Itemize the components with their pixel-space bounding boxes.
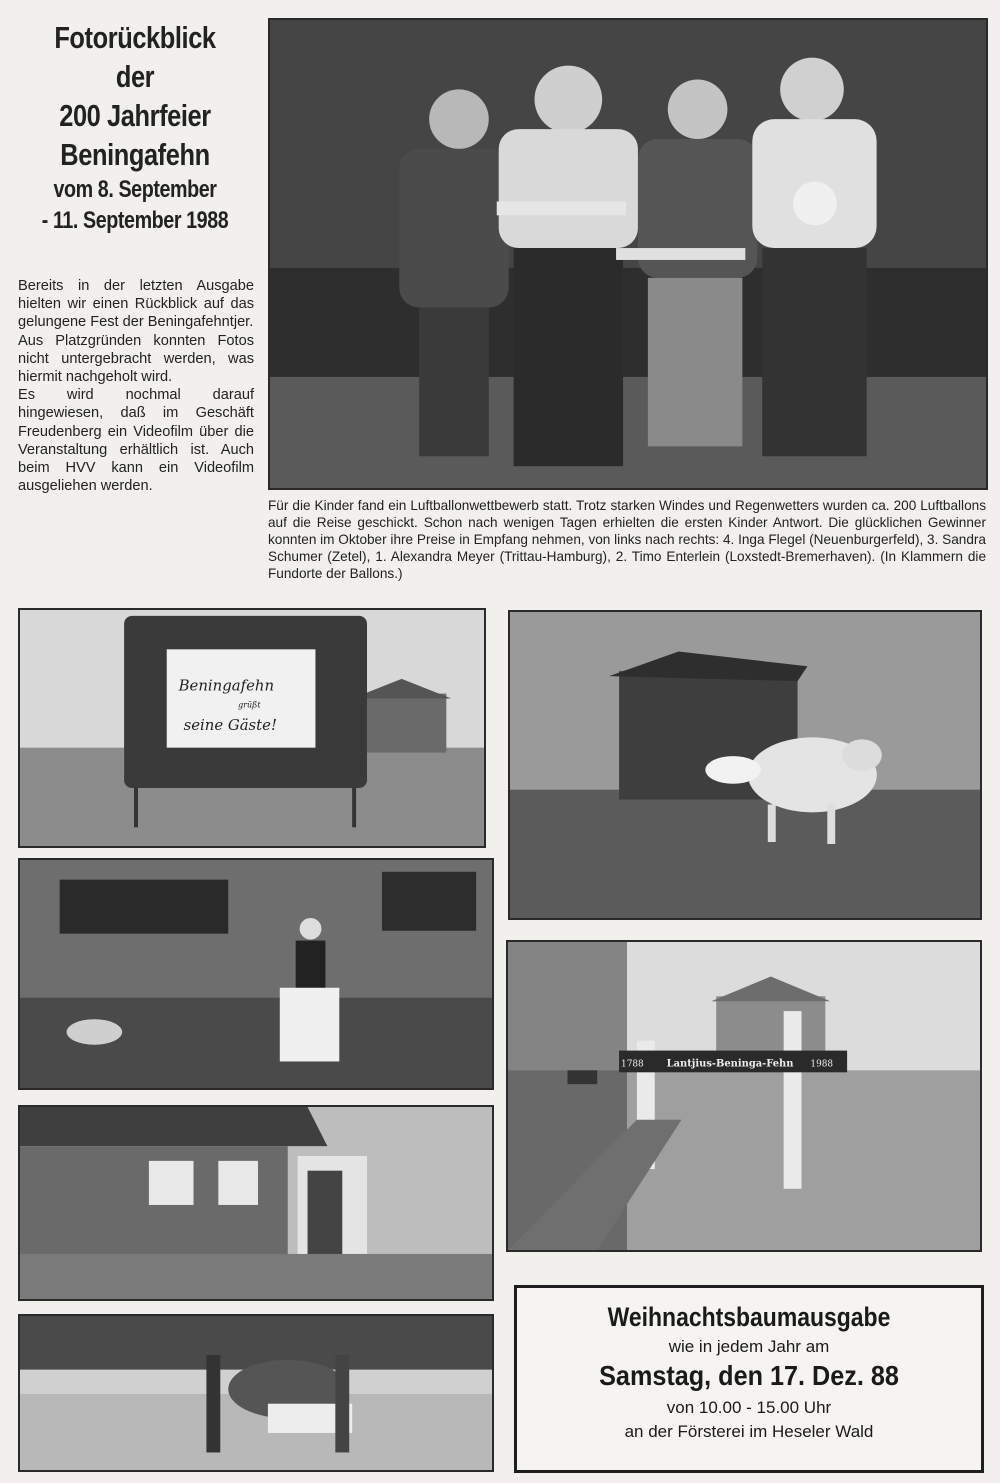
headline-line-5: vom 8. September (53, 176, 217, 203)
sign-line-3: seine Gäste! (183, 717, 277, 734)
headline-line-4: Beningafehn (60, 137, 210, 172)
photo-sheep-shelter (508, 610, 982, 920)
headline (10, 18, 260, 236)
headline-line-2: der (115, 59, 155, 94)
intro-paragraph-2: Aus Platzgründen konnten Fotos nicht untergebracht werden, was hiermit nachgeholt wird. (18, 332, 254, 386)
photo-street-display (18, 1314, 494, 1472)
headline-line-1: Fotorückblick (54, 20, 216, 55)
ad-title: Weihnachtsbaumausgabe (607, 1302, 891, 1332)
photo-gate-graphic (508, 942, 980, 1250)
headline-line-3: 200 Jahrfeier (59, 98, 211, 133)
photo-woman-graphic (20, 860, 492, 1088)
gate-banner-text: Lantjius-Beninga-Fehn (666, 1058, 794, 1070)
sign-line-2: grüßt (238, 700, 261, 710)
photo-welcome-sign (18, 608, 486, 848)
photo-house-outhouse (18, 1105, 494, 1301)
ad-time: von 10.00 - 15.00 Uhr (666, 1398, 832, 1417)
ad-subtitle: wie in jedem Jahr am (668, 1337, 830, 1356)
ad-place: an der Försterei im Heseler Wald (624, 1422, 874, 1441)
photo-display-graphic (20, 1316, 492, 1470)
photo-children-graphic (270, 20, 986, 488)
ad-date: Samstag, den 17. Dez. 88 (599, 1360, 899, 1391)
photo-sheep-graphic (510, 612, 980, 918)
photo-house-graphic (20, 1107, 492, 1299)
photo-caption-children: Für die Kinder fand ein Luftballonwettbewerb statt. Trotz starken Windes und Regenwetters wurden ca. 200 Luftballons auf die Reise geschickt. Schon nach wenigen Tagen erhielten die ersten Kinder Antwort. Die glücklichen Gewinner konnten im Oktober ihre Preise in Empfang nehmen, von links nach rechts: 4. Inga Flegel (Neuenburgerfeld), 3. Sandra Schumer (Zetel), 1. Alexandra Meyer (Trittau-Hamburg), 2. Timo Enterlein (Loxstedt-Bremerhaven). (In Klammern die Fundorte der Ballons.) (268, 498, 986, 581)
photo-children-winners (268, 18, 988, 490)
photo-welcome-sign-graphic (20, 610, 484, 846)
photo-anniversary-gate (506, 940, 982, 1252)
photo-woman-apron (18, 858, 494, 1090)
gate-year-right: 1988 (810, 1059, 834, 1070)
sign-line-1: Beningafehn (178, 677, 275, 695)
headline-line-6: - 11. September 1988 (41, 207, 229, 234)
advertisement-christmas-tree (514, 1285, 984, 1473)
intro-paragraph-1: Bereits in der letzten Ausgabe hielten wir einen Rückblick auf das gelungene Fest der Beningafehntjer. (18, 278, 254, 331)
intro-text (18, 277, 254, 495)
gate-year-left: 1788 (621, 1059, 644, 1070)
intro-paragraph-3: Es wird nochmal darauf hingewiesen, daß im Geschäft Freudenberg ein Videofilm über die Veranstaltung erhältlich ist. Auch beim HVV kann ein Videofilm ausgeliehen werden. (18, 387, 254, 495)
